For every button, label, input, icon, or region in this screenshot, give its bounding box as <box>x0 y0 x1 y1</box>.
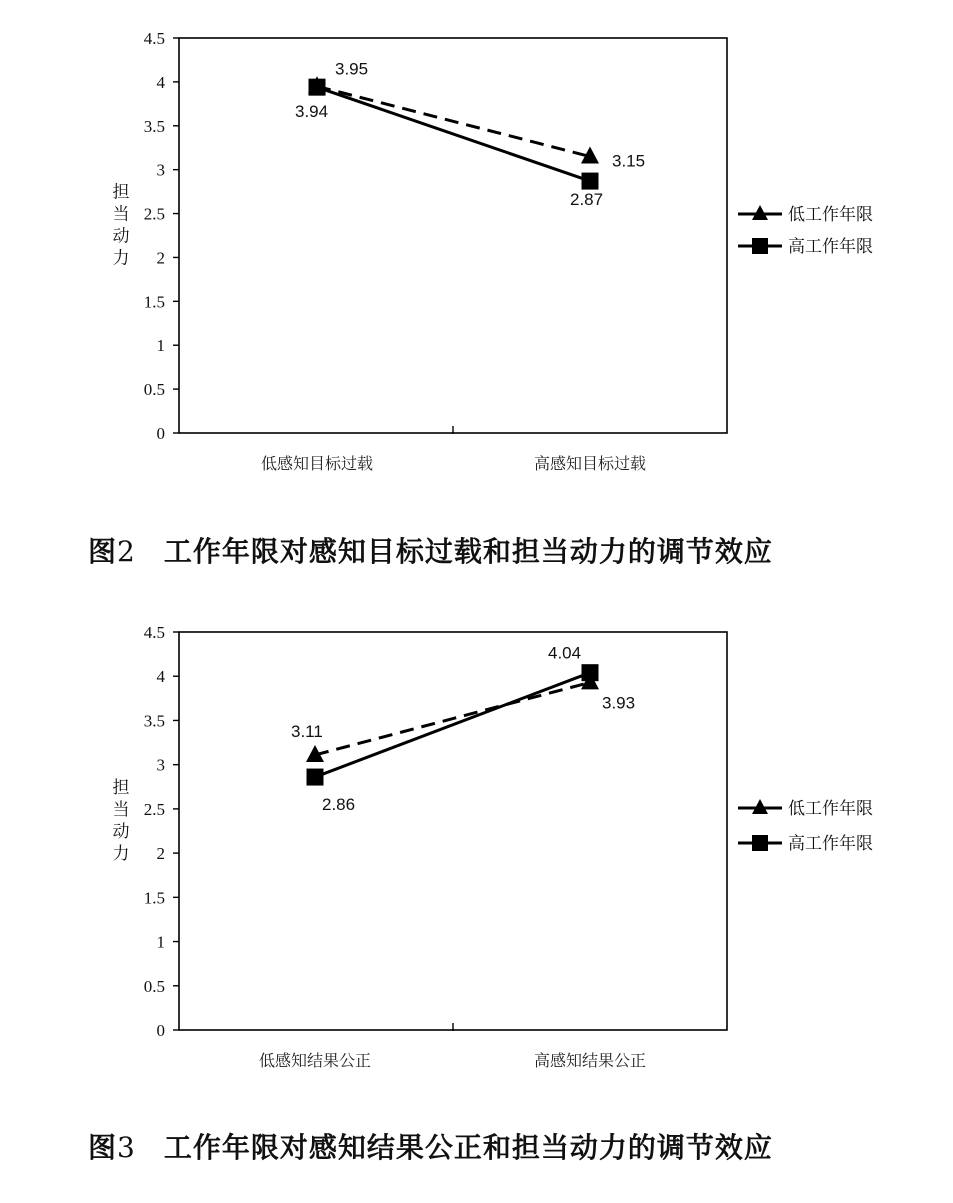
y-tick-label: 3 <box>156 755 165 775</box>
legend-label: 低工作年限 <box>788 205 873 225</box>
square-marker <box>582 664 599 681</box>
y-tick-label: 1 <box>156 932 165 952</box>
y-tick-label: 0.5 <box>143 976 165 996</box>
caption-prefix: 图 <box>88 535 118 568</box>
y-tick-label: 1 <box>156 336 165 356</box>
x-category-label: 高感知结果公正 <box>533 1051 647 1070</box>
series-line-low <box>315 682 590 755</box>
y-tick-label: 2.5 <box>143 204 165 224</box>
legend-square-marker <box>752 835 768 851</box>
y-tick-label: 1.5 <box>143 292 165 312</box>
x-category-label: 低感知目标过载 <box>260 454 374 473</box>
chart-figure-2 <box>0 0 953 500</box>
y-tick-label: 0 <box>156 1021 165 1040</box>
y-tick-label: 2 <box>156 844 165 864</box>
x-category-label: 低感知结果公正 <box>258 1051 372 1070</box>
caption-number: 2 <box>117 535 136 568</box>
data-label: 2.86 <box>322 795 356 815</box>
y-tick-label: 1.5 <box>143 888 165 908</box>
square-marker <box>309 79 326 96</box>
chart-figure-3 <box>0 595 953 1095</box>
series-line-high <box>315 673 590 777</box>
y-tick-label: 3.5 <box>143 711 165 731</box>
y-tick-label: 4.5 <box>143 623 165 642</box>
figure-3-caption <box>88 1126 773 1166</box>
data-label: 3.94 <box>295 102 329 122</box>
y-axis-label: 担当动力 <box>112 778 130 864</box>
legend-label: 高工作年限 <box>788 834 873 854</box>
legend-label: 低工作年限 <box>788 799 873 819</box>
caption-prefix: 图 <box>88 1131 118 1164</box>
data-label: 3.15 <box>612 151 646 171</box>
series-line-low <box>317 86 590 156</box>
data-label: 4.04 <box>548 643 582 663</box>
data-label: 3.11 <box>291 721 323 741</box>
y-tick-label: 4.5 <box>143 29 165 48</box>
caption-number: 3 <box>117 1131 136 1164</box>
caption-text: 工作年限对感知目标过载和担当动力的调节效应 <box>163 535 773 568</box>
y-tick-label: 0.5 <box>143 380 165 400</box>
y-tick-label: 2 <box>156 248 165 268</box>
y-axis-label: 担当动力 <box>112 182 130 269</box>
caption-text: 工作年限对感知结果公正和担当动力的调节效应 <box>163 1131 773 1164</box>
legend-square-marker <box>752 238 768 254</box>
y-tick-label: 3 <box>156 160 165 180</box>
square-marker <box>582 173 599 190</box>
y-tick-label: 2.5 <box>143 799 165 819</box>
data-label: 3.95 <box>335 59 369 79</box>
square-marker <box>307 769 324 786</box>
y-tick-label: 4 <box>156 667 165 687</box>
data-label: 2.87 <box>570 190 604 210</box>
y-tick-label: 3.5 <box>143 116 165 136</box>
series-line-high <box>317 87 590 181</box>
y-tick-label: 4 <box>156 72 165 92</box>
x-category-label: 高感知目标过载 <box>533 454 647 473</box>
figure-2-caption <box>88 530 773 570</box>
data-label: 3.93 <box>602 693 636 713</box>
legend-label: 高工作年限 <box>788 237 873 257</box>
plot-frame <box>179 38 727 433</box>
y-tick-label: 0 <box>156 424 165 443</box>
plot-frame <box>179 632 727 1030</box>
